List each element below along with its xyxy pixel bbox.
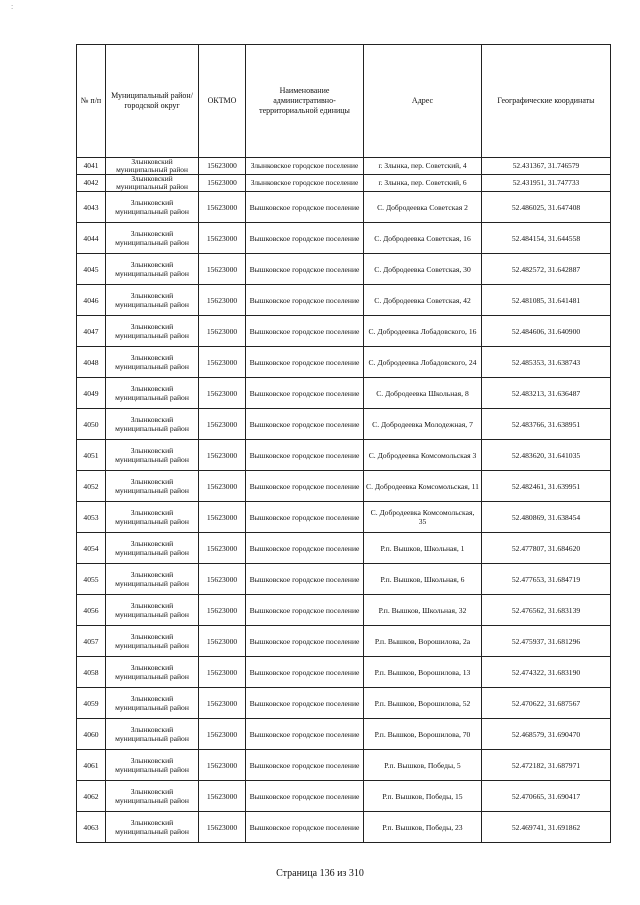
cell-oktmo: 15623000 — [199, 223, 246, 254]
cell-address: С. Добродеевка Комсомольская, 11 — [364, 471, 482, 502]
cell-district: Злынковский муниципальный район — [106, 158, 199, 175]
cell-coordinates: 52.470622, 31.687567 — [482, 688, 611, 719]
cell-district: Злынковский муниципальный район — [106, 409, 199, 440]
cell-admin-unit: Злынковское городское поселение — [246, 158, 364, 175]
cell-district: Злынковский муниципальный район — [106, 175, 199, 192]
table-row — [77, 502, 611, 533]
cell-admin-unit: Вышковское городское поселение — [246, 316, 364, 347]
header-oktmo: ОКТМО — [199, 45, 246, 158]
cell-admin-unit: Вышковское городское поселение — [246, 285, 364, 316]
cell-coordinates: 52.431367, 31.746579 — [482, 158, 611, 175]
cell-oktmo: 15623000 — [199, 564, 246, 595]
cell-oktmo: 15623000 — [199, 192, 246, 223]
cell-coordinates: 52.480869, 31.638454 — [482, 502, 611, 533]
cell-coordinates: 52.476562, 31.683139 — [482, 595, 611, 626]
table-row — [77, 750, 611, 781]
cell-coordinates: 52.477807, 31.684620 — [482, 533, 611, 564]
cell-coordinates: 52.482572, 31.642887 — [482, 254, 611, 285]
cell-coordinates: 52.483766, 31.638951 — [482, 409, 611, 440]
cell-address: С. Добродеевка Советская, 42 — [364, 285, 482, 316]
cell-admin-unit: Вышковское городское поселение — [246, 347, 364, 378]
table-row — [77, 192, 611, 223]
cell-admin-unit: Вышковское городское поселение — [246, 719, 364, 750]
cell-district: Злынковский муниципальный район — [106, 471, 199, 502]
cell-oktmo: 15623000 — [199, 626, 246, 657]
cell-coordinates: 52.475937, 31.681296 — [482, 626, 611, 657]
cell-number: 4050 — [77, 409, 106, 440]
cell-admin-unit: Вышковское городское поселение — [246, 781, 364, 812]
table-row — [77, 812, 611, 843]
cell-address: Р.п. Вышков, Победы, 5 — [364, 750, 482, 781]
table-row — [77, 533, 611, 564]
cell-admin-unit: Вышковское городское поселение — [246, 440, 364, 471]
cell-number: 4058 — [77, 657, 106, 688]
cell-oktmo: 15623000 — [199, 347, 246, 378]
cell-oktmo: 15623000 — [199, 502, 246, 533]
cell-number: 4062 — [77, 781, 106, 812]
cell-district: Злынковский муниципальный район — [106, 564, 199, 595]
cell-district: Злынковский муниципальный район — [106, 533, 199, 564]
cell-coordinates: 52.474322, 31.683190 — [482, 657, 611, 688]
cell-number: 4054 — [77, 533, 106, 564]
cell-district: Злынковский муниципальный район — [106, 316, 199, 347]
cell-oktmo: 15623000 — [199, 285, 246, 316]
table-row — [77, 781, 611, 812]
cell-oktmo: 15623000 — [199, 750, 246, 781]
cell-address: С. Добродеевка Советская, 30 — [364, 254, 482, 285]
table-row — [77, 440, 611, 471]
cell-address: Р.п. Вышков, Победы, 15 — [364, 781, 482, 812]
cell-oktmo: 15623000 — [199, 471, 246, 502]
cell-district: Злынковский муниципальный район — [106, 192, 199, 223]
cell-address: Р.п. Вышков, Ворошилова, 70 — [364, 719, 482, 750]
cell-number: 4052 — [77, 471, 106, 502]
cell-address: Р.п. Вышков, Ворошилова, 13 — [364, 657, 482, 688]
table-row — [77, 347, 611, 378]
cell-oktmo: 15623000 — [199, 316, 246, 347]
cell-coordinates: 52.484154, 31.644558 — [482, 223, 611, 254]
header-coordinates: Географические координаты — [482, 45, 611, 158]
cell-admin-unit: Вышковское городское поселение — [246, 254, 364, 285]
cell-number: 4057 — [77, 626, 106, 657]
table-row — [77, 471, 611, 502]
cell-address: Р.п. Вышков, Школьная, 1 — [364, 533, 482, 564]
cell-coordinates: 52.483213, 31.636487 — [482, 378, 611, 409]
cell-coordinates: 52.469741, 31.691862 — [482, 812, 611, 843]
cell-coordinates: 52.486025, 31.647408 — [482, 192, 611, 223]
cell-admin-unit: Вышковское городское поселение — [246, 192, 364, 223]
cell-oktmo: 15623000 — [199, 175, 246, 192]
cell-oktmo: 15623000 — [199, 812, 246, 843]
cell-address: С. Добродеевка Комсомольская, 35 — [364, 502, 482, 533]
cell-number: 4044 — [77, 223, 106, 254]
cell-admin-unit: Вышковское городское поселение — [246, 750, 364, 781]
cell-oktmo: 15623000 — [199, 657, 246, 688]
table-row — [77, 285, 611, 316]
cell-district: Злынковский муниципальный район — [106, 750, 199, 781]
cell-district: Злынковский муниципальный район — [106, 223, 199, 254]
cell-coordinates: 52.485353, 31.638743 — [482, 347, 611, 378]
cell-address: Р.п. Вышков, Школьная, 32 — [364, 595, 482, 626]
table-header-row — [77, 45, 611, 158]
cell-address: С. Добродеевка Молодежная, 7 — [364, 409, 482, 440]
table-row — [77, 175, 611, 192]
table-row — [77, 688, 611, 719]
cell-coordinates: 52.472182, 31.687971 — [482, 750, 611, 781]
cell-number: 4049 — [77, 378, 106, 409]
cell-district: Злынковский муниципальный район — [106, 595, 199, 626]
cell-admin-unit: Вышковское городское поселение — [246, 626, 364, 657]
header-address: Адрес — [364, 45, 482, 158]
cell-admin-unit: Вышковское городское поселение — [246, 502, 364, 533]
cell-number: 4061 — [77, 750, 106, 781]
cell-admin-unit: Вышковское городское поселение — [246, 533, 364, 564]
cell-district: Злынковский муниципальный район — [106, 812, 199, 843]
table-row — [77, 564, 611, 595]
cell-address: Р.п. Вышков, Ворошилова, 2а — [364, 626, 482, 657]
cell-address: г. Злынка, пер. Советский, 6 — [364, 175, 482, 192]
cell-district: Злынковский муниципальный район — [106, 285, 199, 316]
cell-number: 4053 — [77, 502, 106, 533]
page-number: Страница 136 из 310 — [276, 868, 364, 879]
cell-coordinates: 52.477653, 31.684719 — [482, 564, 611, 595]
cell-oktmo: 15623000 — [199, 595, 246, 626]
cell-oktmo: 15623000 — [199, 409, 246, 440]
cell-oktmo: 15623000 — [199, 688, 246, 719]
table-row — [77, 158, 611, 175]
cell-oktmo: 15623000 — [199, 781, 246, 812]
cell-admin-unit: Вышковское городское поселение — [246, 688, 364, 719]
cell-address: С. Добродеевка Советская 2 — [364, 192, 482, 223]
cell-address: С. Добродеевка Лобадовского, 24 — [364, 347, 482, 378]
cell-number: 4047 — [77, 316, 106, 347]
cell-district: Злынковский муниципальный район — [106, 657, 199, 688]
cell-coordinates: 52.484606, 31.640900 — [482, 316, 611, 347]
header-district: Муниципальный район/городской округ — [106, 45, 199, 158]
cell-address: Р.п. Вышков, Школьная, 6 — [364, 564, 482, 595]
cell-admin-unit: Злынковское городское поселение — [246, 175, 364, 192]
cell-number: 4042 — [77, 175, 106, 192]
cell-district: Злынковский муниципальный район — [106, 688, 199, 719]
cell-district: Злынковский муниципальный район — [106, 781, 199, 812]
cell-number: 4045 — [77, 254, 106, 285]
cell-district: Злынковский муниципальный район — [106, 347, 199, 378]
cell-number: 4055 — [77, 564, 106, 595]
cell-number: 4041 — [77, 158, 106, 175]
cell-admin-unit: Вышковское городское поселение — [246, 595, 364, 626]
table-row — [77, 254, 611, 285]
table-row — [77, 409, 611, 440]
cell-admin-unit: Вышковское городское поселение — [246, 223, 364, 254]
margin-mark: : — [11, 2, 14, 11]
cell-number: 4060 — [77, 719, 106, 750]
cell-coordinates: 52.468579, 31.690470 — [482, 719, 611, 750]
cell-admin-unit: Вышковское городское поселение — [246, 657, 364, 688]
cell-oktmo: 15623000 — [199, 378, 246, 409]
header-number: № п/п — [77, 45, 106, 158]
cell-number: 4046 — [77, 285, 106, 316]
cell-coordinates: 52.483620, 31.641035 — [482, 440, 611, 471]
cell-address: С. Добродеевка Лобадовского, 16 — [364, 316, 482, 347]
cell-number: 4048 — [77, 347, 106, 378]
cell-admin-unit: Вышковское городское поселение — [246, 564, 364, 595]
table-row — [77, 378, 611, 409]
cell-district: Злынковский муниципальный район — [106, 440, 199, 471]
cell-oktmo: 15623000 — [199, 440, 246, 471]
cell-coordinates: 52.431951, 31.747733 — [482, 175, 611, 192]
table-row — [77, 657, 611, 688]
cell-oktmo: 15623000 — [199, 158, 246, 175]
cell-coordinates: 52.482461, 31.639951 — [482, 471, 611, 502]
table-row — [77, 595, 611, 626]
cell-district: Злынковский муниципальный район — [106, 626, 199, 657]
cell-address: г. Злынка, пер. Советский, 4 — [364, 158, 482, 175]
cell-number: 4043 — [77, 192, 106, 223]
cell-oktmo: 15623000 — [199, 254, 246, 285]
cell-address: Р.п. Вышков, Ворошилова, 52 — [364, 688, 482, 719]
cell-district: Злынковский муниципальный район — [106, 502, 199, 533]
cell-number: 4051 — [77, 440, 106, 471]
coordinates-table — [76, 44, 611, 843]
cell-district: Злынковский муниципальный район — [106, 254, 199, 285]
cell-coordinates: 52.481085, 31.641481 — [482, 285, 611, 316]
cell-number: 4059 — [77, 688, 106, 719]
cell-oktmo: 15623000 — [199, 719, 246, 750]
cell-admin-unit: Вышковское городское поселение — [246, 378, 364, 409]
cell-number: 4056 — [77, 595, 106, 626]
cell-district: Злынковский муниципальный район — [106, 378, 199, 409]
header-admin-unit: Наименование административно-территориальной единицы — [246, 45, 364, 158]
cell-coordinates: 52.470665, 31.690417 — [482, 781, 611, 812]
cell-address: С. Добродеевка Советская, 16 — [364, 223, 482, 254]
table-row — [77, 719, 611, 750]
cell-admin-unit: Вышковское городское поселение — [246, 812, 364, 843]
cell-oktmo: 15623000 — [199, 533, 246, 564]
cell-district: Злынковский муниципальный район — [106, 719, 199, 750]
table-row — [77, 626, 611, 657]
cell-admin-unit: Вышковское городское поселение — [246, 471, 364, 502]
cell-address: Р.п. Вышков, Победы, 23 — [364, 812, 482, 843]
cell-address: С. Добродеевка Комсомольская 3 — [364, 440, 482, 471]
table-row — [77, 223, 611, 254]
cell-number: 4063 — [77, 812, 106, 843]
cell-admin-unit: Вышковское городское поселение — [246, 409, 364, 440]
cell-address: С. Добродеевка Школьная, 8 — [364, 378, 482, 409]
table-row — [77, 316, 611, 347]
